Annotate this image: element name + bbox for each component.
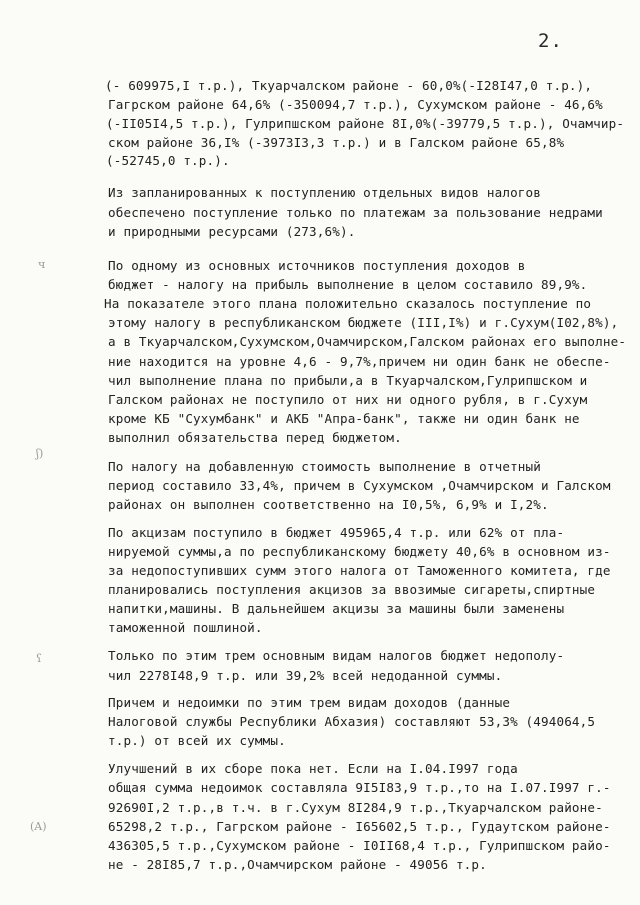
text-line: По налогу на добавленную стоимость выполнение в отчетный [108,459,541,474]
text-line: т.р.) от всей их суммы. [108,733,286,748]
text-line: По акцизам поступило в бюджет 495965,4 т.р. или 62% от пла- [108,525,565,540]
text-line: районах он выполнен соответственно на I0,5%, 6,9% и I,2%. [108,497,549,512]
text-line: (-52745,0 т.р.). [106,153,230,168]
text-line: Налоговой службы Республики Абхазия) составляют 53,3% (494064,5 [108,714,596,729]
text-line: ском районе 36,I% (-3973I3,3 т.р.) и в Галском районе 65,8% [108,135,565,150]
text-line: (- 609975,I т.р.), Ткуарчалском районе - 60,0%(-I28I47,0 т.р.), [105,78,593,93]
text-line: не - 28I85,7 т.р.,Очамчирском районе - 49056 т.р. [108,857,487,872]
text-line: 436305,5 т.р.,Сухумском районе - I0II68,4 т.р., Гулрипшском райо- [108,838,611,853]
text-line: Причем и недоимки по этим трем видам доходов (данные [108,695,511,710]
text-line: выполнил обязательства перед бюджетом. [108,430,402,445]
margin-mark: ʕ [36,652,42,665]
text-line: за недопоступивших сумм этого налога от Таможенного комитета, где [108,563,611,578]
margin-mark: ʃ) [36,447,44,460]
text-line: На показателе этого плана положительно сказалось поступление по [104,296,592,311]
text-line: Из запланированных к поступлению отдельных видов налогов [108,185,541,200]
text-line: Гагрском районе 64,6% (-350094,7 т.р.), Сухумском районе - 46,6% [108,97,603,112]
text-line: таможенной пошлиной. [108,620,263,635]
margin-mark: ч [38,258,46,271]
text-line: Галском районах не поступило от них ни одного рубля, в г.Сухум [108,392,588,407]
text-line: чил выполнение плана по прибыли,а в Ткуарчалском,Гулрипшском и [108,373,588,388]
text-line: и природными ресурсами (273,6%). [108,224,356,239]
text-line: напитки,машины. В дальнейшем акцизы за машины были заменены [108,601,565,616]
margin-mark: (A) [30,820,47,833]
text-line: Улучшений в их сборе пока нет. Если на I.04.I997 года [108,761,518,776]
text-line: обеспечено поступление только по платежам за пользование недрами [108,205,603,220]
text-line: Только по этим трем основным видам налогов бюджет недополу- [108,648,565,663]
text-line: нируемой суммы,а по республиканскому бюджету 40,6% в основном из- [108,544,611,559]
text-line: ние находится на уровне 4,6 - 9,7%,причем ни один банк не обеспе- [108,354,611,369]
text-line: планировались поступления акцизов за ввозимые сигареты,спиртные [108,582,596,597]
text-line: этому налогу в республиканском бюджете (III,I%) и г.Сухум(I02,8%), [108,315,619,330]
text-line: период составило 33,4%, причем в Сухумском ,Очамчирском и Галском [108,478,611,493]
text-line: кроме КБ "Сухумбанк" и АКБ "Апра-банк", также ни один банк не [108,411,580,426]
text-line: бюджет - налогу на прибыль выполнение в целом составило 89,9%. [108,277,588,292]
text-line: 92690I,2 т.р.,в т.ч. в г.Сухум 8I284,9 т.р.,Ткуарчалском районе- [108,800,603,815]
text-line: чил 2278I48,9 т.р. или 39,2% всей недоданной суммы. [108,668,503,683]
text-line: (-II05I4,5 т.р.), Гулрипшском районе 8I,0%(-39779,5 т.р.), Очамчир- [106,116,625,131]
text-line: общая сумма недоимок составляла 9I5I83,9 т.р.,то на I.07.I997 г.- [108,780,611,795]
text-line: 65298,2 т.р., Гагрском районе - I65602,5 т.р., Гудаутском районе- [108,819,611,834]
page-number: 2. [538,30,563,52]
text-line: По одному из основных источников поступления доходов в [108,258,526,273]
text-line: а в Ткуарчалском,Сухумском,Очамчирском,Галском районах его выполне- [108,334,627,349]
